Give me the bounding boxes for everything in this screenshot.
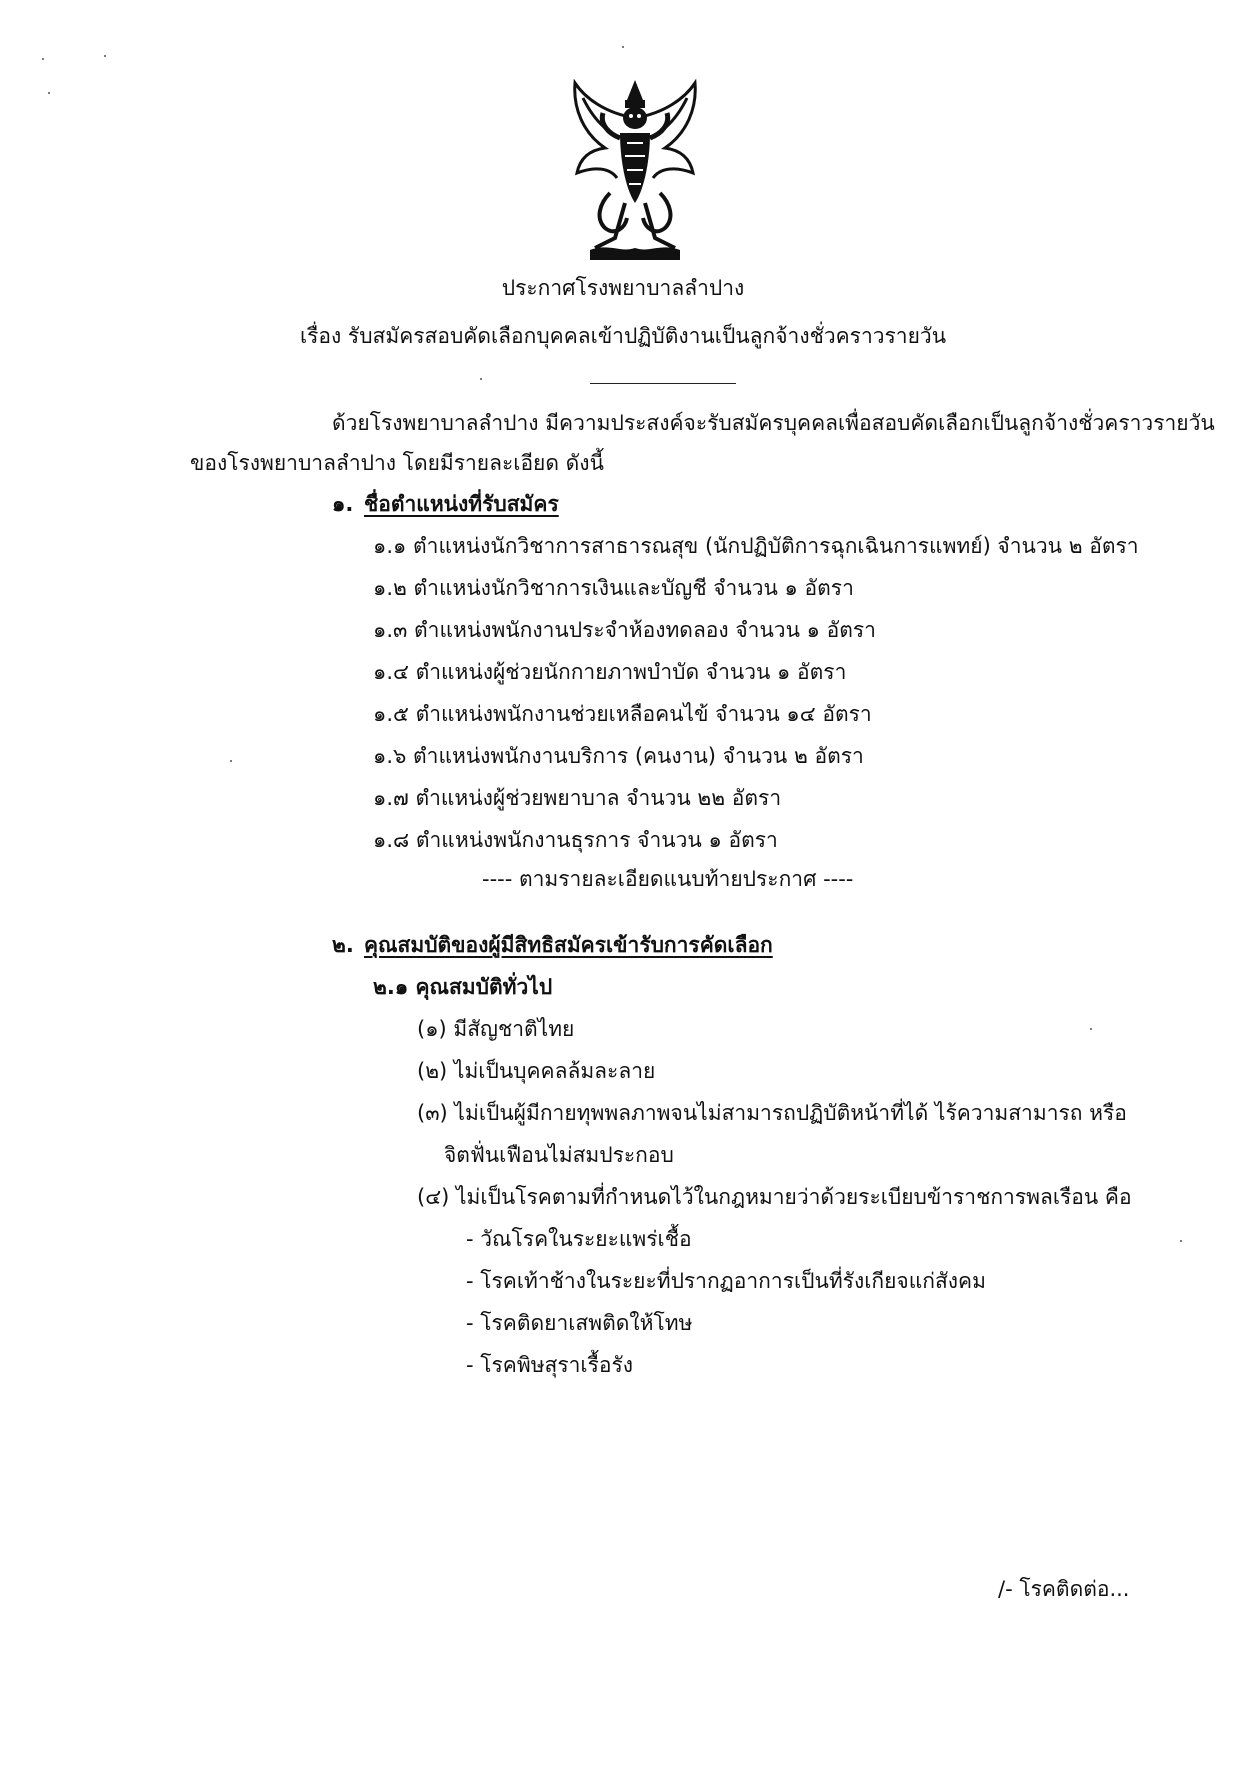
intro-line-2: ของโรงพยาบาลลำปาง โดยมีรายละเอียด ดังนี้ — [190, 451, 604, 475]
qualification-item-3-cont: จิตฟั่นเฟือนไม่สมประกอบ — [444, 1143, 674, 1167]
scan-speck — [1090, 1028, 1092, 1030]
scan-speck — [104, 55, 106, 57]
scan-speck — [48, 92, 50, 94]
scan-speck — [480, 378, 482, 380]
position-item-7: ๑.๗ ตำแหน่งผู้ช่วยพยาบาล จำนวน ๒๒ อัตรา — [373, 786, 782, 810]
position-item-8: ๑.๘ ตำแหน่งพนักงานธุรการ จำนวน ๑ อัตรา — [373, 828, 778, 852]
qualification-item-1: (๑) มีสัญชาติไทย — [417, 1017, 575, 1041]
section-1-number: ๑. — [332, 492, 354, 516]
intro-line-1: ด้วยโรงพยาบาลลำปาง มีความประสงค์จะรับสมัครบุคคลเพื่อสอบคัดเลือกเป็นลูกจ้างชั่วคราวรายวัน — [332, 411, 1215, 435]
section-2-number: ๒. — [332, 933, 354, 957]
position-item-3: ๑.๓ ตำแหน่งพนักงานประจำห้องทดลอง จำนวน ๑ อัตรา — [373, 618, 876, 642]
section-2-heading: คุณสมบัติของผู้มีสิทธิสมัครเข้ารับการคัดเลือก — [364, 933, 773, 957]
qualification-item-3: (๓) ไม่เป็นผู้มีกายทุพพลภาพจนไม่สามารถปฏิบัติหน้าที่ได้ ไร้ความสามารถ หรือ — [417, 1101, 1127, 1125]
garuda-emblem-icon — [565, 78, 705, 268]
scan-speck — [1180, 1240, 1182, 1242]
section-1-note: ---- ตามรายละเอียดแนบท้ายประกาศ ---- — [482, 867, 854, 891]
disease-item-4: - โรคพิษสุราเรื้อรัง — [466, 1353, 634, 1377]
scan-speck — [622, 46, 624, 48]
disease-item-2: - โรคเท้าช้างในระยะที่ปรากฏอาการเป็นที่รังเกียจแก่สังคม — [466, 1269, 986, 1293]
continuation-note: /- โรคติดต่อ... — [998, 1577, 1130, 1601]
title-divider — [590, 383, 736, 384]
position-item-1: ๑.๑ ตำแหน่งนักวิชาการสาธารณสุข (นักปฏิบัติการฉุกเฉินการแพทย์) จำนวน ๒ อัตรา — [373, 534, 1139, 558]
announcement-title: ประกาศโรงพยาบาลลำปาง — [501, 276, 745, 300]
position-item-4: ๑.๔ ตำแหน่งผู้ช่วยนักกายภาพบำบัด จำนวน ๑ อัตรา — [373, 660, 847, 684]
position-item-5: ๑.๕ ตำแหน่งพนักงานช่วยเหลือคนไข้ จำนวน ๑๔ อัตรา — [373, 702, 872, 726]
section-1-heading: ชื่อตำแหน่งที่รับสมัคร — [364, 492, 559, 516]
announcement-subject: เรื่อง รับสมัครสอบคัดเลือกบุคคลเข้าปฏิบัติงานเป็นลูกจ้างชั่วคราวรายวัน — [299, 324, 947, 348]
scan-speck — [230, 760, 232, 762]
position-item-2: ๑.๒ ตำแหน่งนักวิชาการเงินและบัญชี จำนวน ๑ อัตรา — [373, 576, 854, 600]
position-item-6: ๑.๖ ตำแหน่งพนักงานบริการ (คนงาน) จำนวน ๒ อัตรา — [373, 744, 864, 768]
disease-item-3: - โรคติดยาเสพติดให้โทษ — [466, 1311, 693, 1335]
qualification-item-4: (๔) ไม่เป็นโรคตามที่กำหนดไว้ในกฎหมายว่าด้วยระเบียบข้าราชการพลเรือน คือ — [417, 1185, 1132, 1209]
scan-speck — [42, 58, 44, 60]
qualification-item-2: (๒) ไม่เป็นบุคคลล้มละลาย — [417, 1059, 656, 1083]
disease-item-1: - วัณโรคในระยะแพร่เชื้อ — [466, 1227, 692, 1251]
section-2-1-heading: ๒.๑ คุณสมบัติทั่วไป — [373, 975, 553, 999]
